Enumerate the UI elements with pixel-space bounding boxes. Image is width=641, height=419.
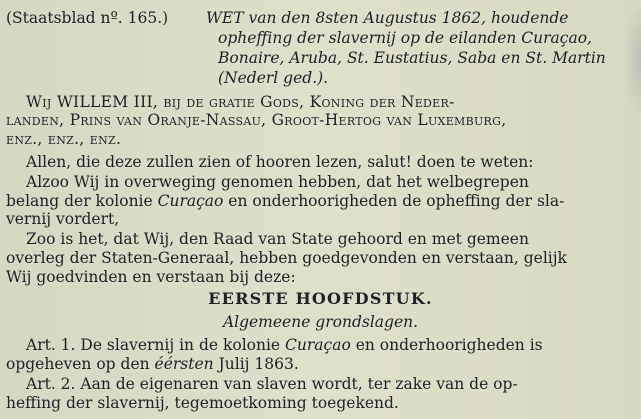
- article-1-line-2: opgeheven op den éérsten Julij 1863.: [6, 355, 299, 373]
- body-line-1: Allen, die deze zullen zien of hooren lezen, salut! doen te weten:: [26, 153, 534, 171]
- law-title-line-2: opheffing der slavernij op de eilanden Curaçao,: [218, 29, 592, 47]
- preamble-line-2: landen, Prins van Oranje-Nassau, Groot-Hertog van Luxemburg,: [6, 111, 507, 129]
- staatsblad-reference: (Staatsblad nº. 165.): [6, 9, 169, 27]
- body-line-2: Alzoo Wij in overweging genomen hebben, dat het welbegrepen: [26, 173, 529, 191]
- body-line-6: overleg der Staten-Generaal, hebben goedgevonden en verstaan, gelijk: [6, 249, 567, 267]
- page-edge-shadow: [623, 0, 641, 120]
- chapter-subheading: Algemeene grondslagen.: [222, 313, 419, 331]
- law-title-line-4: (Nederl ged.).: [218, 69, 329, 87]
- body-line-5: Zoo is het, dat Wij, den Raad van State gehoord en met gemeen: [26, 230, 529, 248]
- article-2-line-1: Art. 2. Aan de eigenaren van slaven wordt, ter zake van de op-: [26, 375, 518, 393]
- article-2-line-2: heffing der slavernij, tegemoetkoming toegekend.: [6, 394, 399, 412]
- chapter-heading: EERSTE HOOFDSTUK.: [208, 289, 433, 308]
- preamble-line-1: Wij WILLEM III, bij de gratie Gods, Koning der Neder-: [26, 93, 455, 111]
- preamble-line-3: enz., enz., enz.: [6, 130, 122, 148]
- article-1-line-1: Art. 1. De slavernij in de kolonie Curaçao en onderhoorigheden is: [26, 336, 543, 354]
- law-title-line-3: Bonaire, Aruba, St. Eustatius, Saba en St. Martin: [218, 49, 606, 67]
- body-line-3: belang der kolonie Curaçao en onderhoorigheden de opheffing der sla-: [6, 192, 565, 210]
- body-line-4: vernij vordert,: [6, 210, 120, 228]
- body-line-7: Wij goedvinden en verstaan bij deze:: [6, 268, 296, 286]
- law-title-line-1: WET van den 8sten Augustus 1862, houdende: [206, 9, 569, 27]
